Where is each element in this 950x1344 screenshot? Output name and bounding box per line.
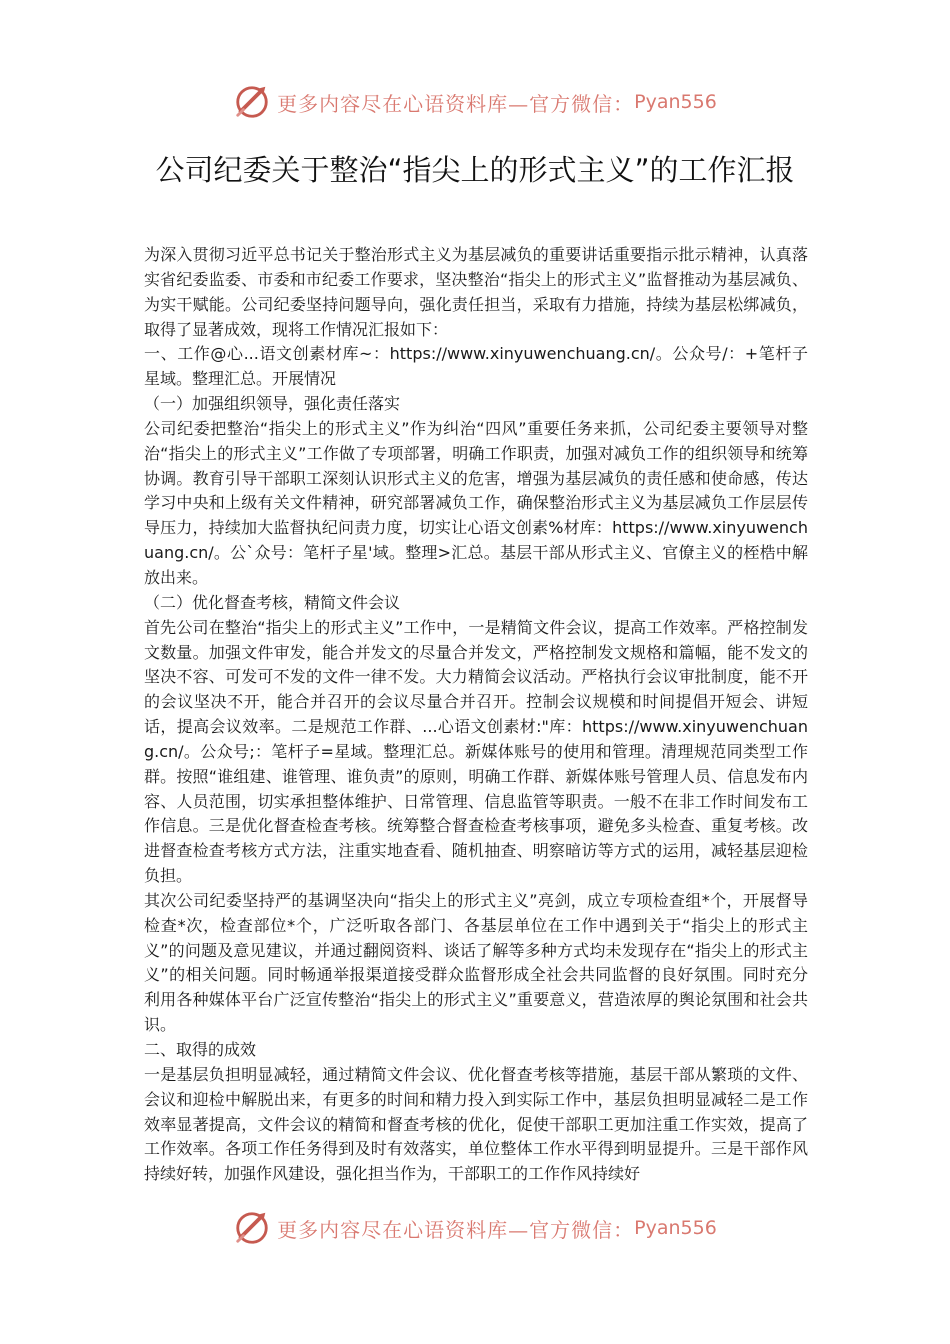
footer-watermark	[0, 1206, 950, 1250]
document-title: 公司纪委关于整治“指尖上的形式主义”的工作汇报	[155, 153, 795, 187]
watermark-wechat-id: Pyan556	[634, 1217, 717, 1239]
document-body	[144, 243, 808, 1187]
section-heading-1: 一、工作@心...语文创素材库~：https://www.xinyuwenchuang.cn/。公众号/：+笔杆子星域。整理汇总。开展情况	[144, 344, 808, 389]
subsection-heading-1: （一）加强组织领导，强化责任落实	[144, 394, 401, 414]
section-heading-2: 二、取得的成效	[144, 1040, 257, 1059]
intro-paragraph: 为深入贯彻习近平总书记关于整治形式主义为基层减负的重要讲话重要指示批示精神，认真落实省纪委监委、市委和市纪委工作要求，坚决整治“指尖上的形式主义”监督推动为基层减负、为实干赋能。公司纪委坚持问题导向，强化责任担当，采取有力措施，持续为基层松绑减负，取得了显著成效，现将工作情况汇报如下：	[144, 245, 808, 339]
body-paragraph: 其次公司纪委坚持严的基调坚决向“指尖上的形式主义”亮剑，成立专项检查组*个，开展督导检查*次，检查部位*个，广泛听取各部门、各基层单位在工作中遇到关于“指尖上的形式主义”的问题及意见建议，并通过翻阅资料、谈话了解等多种方式均未发现存在“指尖上的形式主义”的相关问题。同时畅通举报渠道接受群众监督形成全社会共同监督的良好氛围。同时充分利用各种媒体平台广泛宣传整治“指尖上的形式主义”重要意义，营造浓厚的舆论氛围和社会共识。	[144, 890, 808, 1035]
subsection-heading-2: （二）优化督查考核，精简文件会议	[144, 592, 401, 612]
body-paragraph: 一是基层负担明显减轻，通过精简文件会议、优化督查考核等措施，基层干部从繁琐的文件、会议和迎检中解脱出来，有更多的时间和精力投入到实际工作中，基层负担明显减轻二是工作效率显著提高，文件会议的精简和督查考核的优化，促使干部职工更加注重工作实效，提高了工作效率。各项工作任务得到及时有效落实，单位整体工作水平得到明显提升。三是干部作风持续好转，加强作风建设，强化担当作为，干部职工的工作作风持续好	[144, 1064, 808, 1184]
brand-logo-icon	[233, 1209, 271, 1247]
watermark-text: 更多内容尽在心语资料库—官方微信：	[277, 91, 635, 116]
watermark-text: 更多内容尽在心语资料库—官方微信：	[277, 1217, 635, 1242]
body-paragraph: 首先公司在整治“指尖上的形式主义”工作中，一是精简文件会议，提高工作效率。严格控制发文数量。加强文件审发，能合并发文的尽量合并发文，严格控制发文规格和篇幅，能不发文的坚决不容、可发可不发的文件一律不发。大力精简会议活动。严格执行会议审批制度，能不开的会议坚决不开，能合并召开的会议尽量合并召开。控制会议规模和时间提倡开短会、讲短话，提高会议效率。二是规范工作群、...心语文创素材:"库：https://www.xinyuwenchuang.cn/。公众号;：笔杆子=星域。整理汇总。新媒体账号的使用和管理。清理规范同类型工作群。按照“谁组建、谁管理、谁负责”的原则，明确工作群、新媒体账号管理人员、信息发布内容、人员范围，切实承担整体维护、日常管理、信息监管等职责。一般不在非工作时间发布工作信息。三是优化督查检查考核。统筹整合督查检查考核事项，避免多头检查、重复考核。改进督查检查考核方式方法，注重实地查看、随机抽查、明察暗访等方式的运用，减轻基层迎检负担。	[144, 617, 808, 886]
brand-logo-icon	[233, 83, 271, 121]
body-paragraph: 公司纪委把整治“指尖上的形式主义”作为纠治“四风”重要任务来抓，公司纪委主要领导对整治“指尖上的形式主义”工作做了专项部署，明确工作职责，加强对减负工作的组织领导和统筹协调。教育引导干部职工深刻认识形式主义的危害，增强为基层减负的责任感和使命感，传达学习中央和上级有关文件精神，研究部署减负工作，确保整治形式主义为基层减负工作层层传导压力，持续加大监督执纪问责力度，切实让心语文创素%材库：https://www.xinyuwenchuang.cn/。公`众号：笔杆子星'域。整理>汇总。基层干部从形式主义、官僚主义的桎梏中解放出来。	[144, 418, 808, 587]
header-watermark	[0, 80, 950, 124]
watermark-wechat-id: Pyan556	[634, 91, 717, 113]
